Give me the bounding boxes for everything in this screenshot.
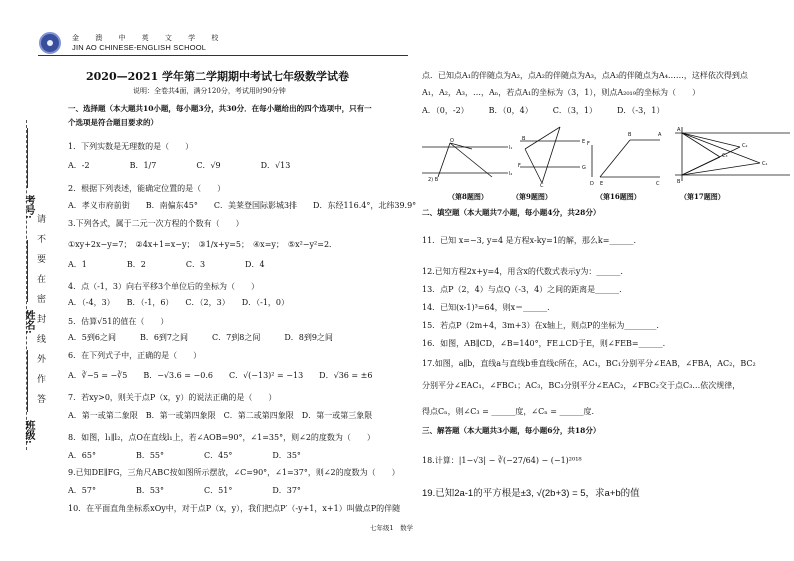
svg-text:E: E <box>600 181 604 187</box>
left-q6o: A．∛−5 = −∛5 B．−√3.6 = −0.6 C．√(−13)² = −13 D．√36 = ±6 <box>68 371 373 380</box>
svg-text:C: C <box>540 183 544 187</box>
right-q14: 14．已知(x-1)³=64，则x＝______. <box>422 303 550 312</box>
left-q3o: A．1 B．2 C．3 D．4 <box>68 260 265 269</box>
left-q4: 4．点（-1，3）向右平移3个单位后的坐标为（ ） <box>68 282 260 291</box>
left-q3: 3.下列各式，属于二元一次方程的个数有（ ） <box>68 219 244 228</box>
figure-9-caption: （第9题图） <box>512 192 552 201</box>
svg-text:F: F <box>518 163 521 169</box>
left-s1a: 一、选择题（本大题共10小题，每小题3分，共30分．在每小题给出的四个选项中，只有一 <box>68 104 372 113</box>
figure-9 <box>518 127 586 187</box>
binding-warning-char: 答 <box>37 395 47 405</box>
left-q8o: A．65° B．55° C．45° D．35° <box>68 451 301 460</box>
svg-text:E: E <box>582 139 586 145</box>
class-label: 班级: <box>23 420 34 444</box>
right-s2: 二、填空题（本大题共7小题，每小题4分，共28分） <box>422 208 601 217</box>
left-q8: 8．如图，l₁∥l₂，点O在直线l₁上，若∠AOB=90°，∠1=35°，则∠2的度数为（ ） <box>68 433 375 442</box>
school-name-cn: 金 澳 中 英 文 学 校 <box>72 34 226 42</box>
header-rule <box>38 55 408 56</box>
svg-text:C₂: C₂ <box>742 143 748 149</box>
right-q18: 18.计算：|1−√3| − ∛(−27/64) − (−1)²⁰¹⁸ <box>422 456 582 465</box>
binding-warning-char: 要 <box>37 255 47 265</box>
left-s1b: 个选项是符合题目要求的） <box>68 118 158 127</box>
right-q11: 11．已知 x=−3, y=4 是方程x-ky=1的解，那么k=______. <box>422 236 636 245</box>
svg-text:l₁: l₁ <box>509 145 513 151</box>
figure-16-caption: （第16题图） <box>596 192 641 201</box>
page-footer: 七年级1 数学 <box>370 524 414 532</box>
svg-text:B: B <box>522 136 526 142</box>
figure-17-caption: （第17题图） <box>680 192 725 201</box>
left-q2: 2．根据下列表述，能确定位置的是（ ） <box>68 184 226 193</box>
svg-text:C₃: C₃ <box>722 153 728 159</box>
figure-8 <box>422 138 512 183</box>
page-title: 2020—2021 学年第二学期期中考试七年级数学试卷 <box>86 70 350 83</box>
svg-text:A: A <box>677 127 681 133</box>
seat-number-field[interactable] <box>27 128 28 188</box>
svg-text:O: O <box>450 138 454 144</box>
binding-warning-char: 线 <box>37 335 47 345</box>
right-q10o: A．（0，-2） B．（0，4） C．（3，1） D．（-3，1） <box>422 106 665 115</box>
student-name-label: 姓名: <box>23 310 34 334</box>
student-name-field[interactable] <box>27 240 28 302</box>
svg-text:B: B <box>677 179 681 185</box>
binding-warning-char: 请 <box>37 215 47 225</box>
figure-17 <box>675 127 790 185</box>
left-q9: 9.已知DE∥FG，三角尺ABC按如图所示摆放，∠C=90°，∠1=37°，则∠2的度数为（ ） <box>68 468 400 477</box>
school-logo <box>39 32 61 54</box>
right-s3: 三、解答题（本大题共3小题，每小题6分，共18分） <box>422 426 601 435</box>
svg-text:l₂: l₂ <box>509 171 513 177</box>
left-q5: 5．估算√51的值在（ ） <box>68 317 169 326</box>
left-q9o: A．57° B．53° C．51° D．37° <box>68 486 301 495</box>
binding-warning-char: 封 <box>37 315 47 325</box>
left-q1o: A．-2 B．1/7 C．√9 D．√13 <box>68 161 291 170</box>
left-q3e: ①xy+2x−y=7； ②4x+1=x−y； ③1/x+y=5； ④x=y； ⑤x²−y²=2． <box>68 240 338 249</box>
binding-warning-char: 在 <box>37 275 47 285</box>
left-q2o: A．孝义市府前街 B．南偏东45° C．美莱登国际影城3排 D．东经116.4°，北纬39.9° <box>68 201 417 210</box>
left-q10: 10．在平面直角坐标系xOy中，对于点P（x，y），我们把点P′（-y+1，x+1）叫做点P的伴随 <box>68 504 401 513</box>
left-q4o: A．（-4，3） B．（-1，6） C．（2，3） D．（-1，0） <box>68 298 290 307</box>
right-q17c: 得点Cₙ，则∠C₃ = ______度，∠Cₙ = ______度. <box>422 407 595 416</box>
svg-text:G: G <box>582 165 586 171</box>
right-q10b: 点．已知点A₁的伴随点为A₂，点A₂的伴随点为A₃，点A₃的伴随点为A₄……，这样依次得到点 <box>422 71 748 80</box>
svg-text:2) B: 2) B <box>428 177 439 183</box>
left-q6: 6．在下列式子中，正确的是（ ） <box>68 351 202 360</box>
left-q7o: A．第一或第二象限 B．第一或第四象限 C．第二或第四象限 D．第一或第三象限 <box>68 411 373 420</box>
seat-number-label: 考号: <box>23 195 34 219</box>
svg-text:F: F <box>587 141 590 147</box>
svg-text:B: B <box>628 132 632 138</box>
right-q17b: 分别平分∠EAC₁，∠FBC₁；AC₃，BC₃分别平分∠EAC₂，∠FBC₂交于点C₃…依次规律， <box>422 381 741 390</box>
class-field[interactable] <box>27 350 28 412</box>
right-q13: 13．点P（2，4）与点Q（-3，4）之间的距离是______. <box>422 285 622 294</box>
right-q15: 15．若点P（2m+4，3m+3）在x轴上，则点P的坐标为________. <box>422 321 659 330</box>
left-q7: 7．若xy>0，则关于点P（x，y）的说法正确的是（ ） <box>68 393 277 402</box>
svg-text:A: A <box>658 132 662 138</box>
svg-text:C₁: C₁ <box>762 161 768 167</box>
right-q17: 17.如图，a∥b，直线a与直线b垂直线c所在，AC₁，BC₁分别平分∠EAB，∠FBA，AC₂，BC₂ <box>422 359 756 368</box>
svg-text:C: C <box>656 181 660 187</box>
left-q1: 1．下列实数是无理数的是（ ） <box>68 142 194 151</box>
school-name-en: JIN AO CHINESE-ENGLISH SCHOOL <box>72 43 207 52</box>
binding-warning-char: 外 <box>37 355 47 365</box>
right-q16: 16．如图，AB∥CD，∠B=140°，FE⊥CD于E，则∠FEB=______. <box>422 339 666 348</box>
binding-warning-char: 不 <box>37 235 47 245</box>
figure-8-caption: （第8题图） <box>448 192 488 201</box>
right-q12: 12.已知方程2x+y=4，用含x的代数式表示y为：______. <box>422 267 623 276</box>
right-q19: 19.已知2a-1的平方根是±3, √(2b+3) = 5，求a+b的值 <box>422 488 640 499</box>
svg-text:D: D <box>590 181 594 187</box>
figures-row <box>420 125 792 187</box>
binding-warning-char: 作 <box>37 375 47 385</box>
exam-note: 说明：全卷共4面，满分120分，考试用时90分钟 <box>133 87 286 95</box>
figure-16 <box>587 132 662 187</box>
binding-warning-char: 密 <box>37 295 47 305</box>
left-q5o: A．5到6之间 B．6到7之间 C．7到8之间 D．8到9之间 <box>68 333 333 342</box>
right-q10c: A₁，A₂，A₃，…，Aₙ，若点A₁的坐标为（3，1），则点A₂₀₁₉的坐标为（ ） <box>422 88 700 97</box>
